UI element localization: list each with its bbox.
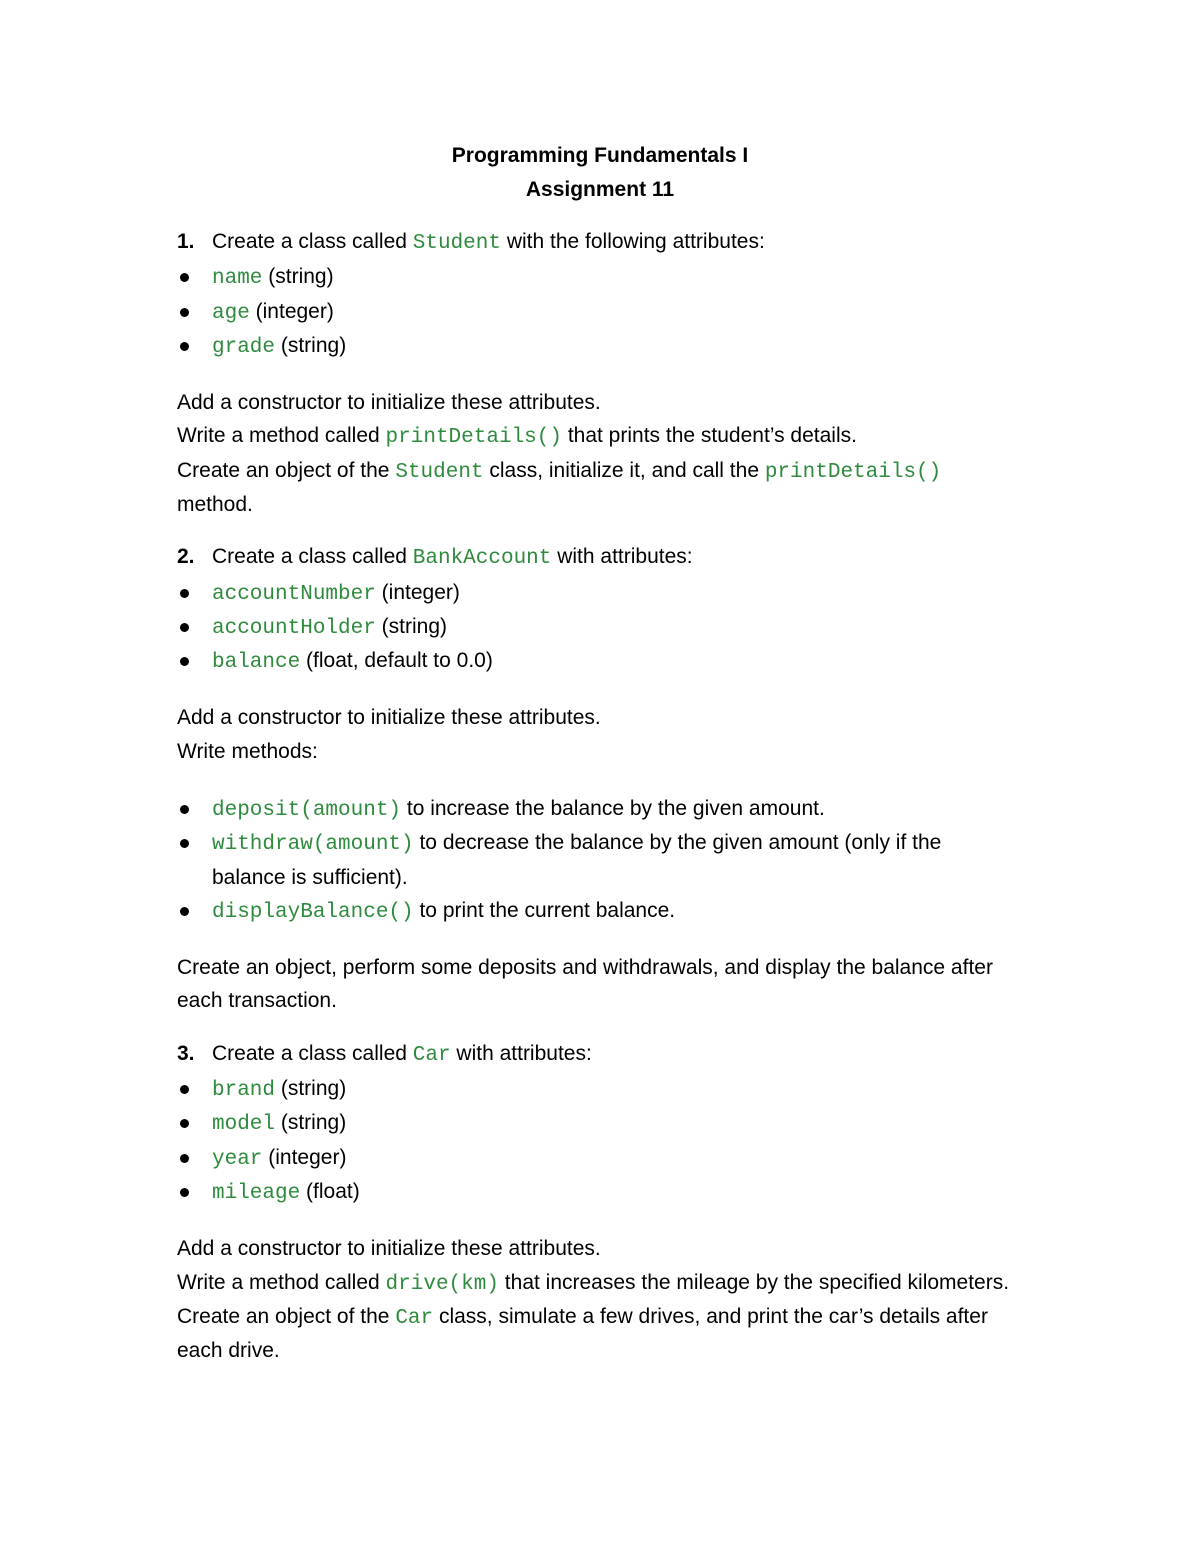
- q3-attr-mileage: mileage (float): [212, 1180, 360, 1205]
- q3-intro: Create a class called Car with attributes:: [212, 1042, 592, 1067]
- q1-attr-grade: grade (string): [212, 334, 347, 359]
- q2-class-name: BankAccount: [412, 547, 552, 570]
- bullet-icon: [180, 907, 189, 916]
- q2-attr-account-number: accountNumber (integer): [212, 581, 460, 606]
- q3-attr-year: year (integer): [212, 1146, 347, 1171]
- q3-object-line: Create an object of the Car class, simulate a few drives, and print the car’s details after: [177, 1305, 988, 1330]
- assignment-title: Assignment 11: [525, 178, 675, 201]
- q1-attr-age: age (integer): [212, 300, 334, 325]
- q2-attr-account-holder: accountHolder (string): [212, 615, 448, 640]
- q2-closing-line-end: each transaction.: [177, 989, 337, 1012]
- q1-class-name: Student: [412, 232, 501, 255]
- q2-constructor-line: Add a constructor to initialize these attributes.: [177, 706, 601, 729]
- q2-method-deposit: deposit(amount) to increase the balance by the given amount.: [212, 797, 825, 822]
- q2-intro: Create a class called BankAccount with attributes:: [212, 545, 693, 570]
- q1-object-line-end: method.: [177, 493, 253, 516]
- q3-attr-brand: brand (string): [212, 1077, 347, 1102]
- q1-object-line: Create an object of the Student class, initialize it, and call the printDetails(): [177, 459, 942, 484]
- bullet-icon: [180, 805, 189, 814]
- q2-closing-line: Create an object, perform some deposits and withdrawals, and display the balance after: [177, 956, 993, 979]
- bullet-icon: [180, 1085, 189, 1094]
- q1-constructor-line: Add a constructor to initialize these attributes.: [177, 391, 601, 414]
- q2-methods-heading: Write methods:: [177, 740, 318, 763]
- q2-method-withdraw-cont: balance is sufficient).: [212, 866, 408, 889]
- bullet-icon: [180, 308, 189, 317]
- q1-number: 1.: [177, 230, 195, 253]
- course-title: Programming Fundamentals I: [451, 144, 749, 167]
- q1-attr-name: name (string): [212, 265, 334, 290]
- bullet-icon: [180, 1154, 189, 1163]
- q1-method-line: Write a method called printDetails() that prints the student’s details.: [177, 424, 857, 449]
- bullet-icon: [180, 342, 189, 351]
- q2-method-withdraw: withdraw(amount) to decrease the balance by the given amount (only if the: [212, 831, 942, 856]
- q1-intro: Create a class called Student with the following attributes:: [212, 230, 765, 255]
- q2-number: 2.: [177, 545, 195, 568]
- bullet-icon: [180, 839, 189, 848]
- bullet-icon: [180, 273, 189, 282]
- bullet-icon: [180, 1119, 189, 1128]
- q2-attr-balance: balance (float, default to 0.0): [212, 649, 493, 674]
- bullet-icon: [180, 657, 189, 666]
- bullet-icon: [180, 589, 189, 598]
- bullet-icon: [180, 1188, 189, 1197]
- bullet-icon: [180, 623, 189, 632]
- q3-constructor-line: Add a constructor to initialize these attributes.: [177, 1237, 601, 1260]
- q3-class-name: Car: [412, 1044, 451, 1067]
- q3-number: 3.: [177, 1042, 195, 1065]
- q3-method-line: Write a method called drive(km) that increases the mileage by the specified kilometers.: [177, 1271, 1010, 1296]
- q3-attr-model: model (string): [212, 1111, 347, 1136]
- q3-object-line-end: each drive.: [177, 1339, 280, 1362]
- q2-method-display-balance: displayBalance() to print the current balance.: [212, 899, 676, 924]
